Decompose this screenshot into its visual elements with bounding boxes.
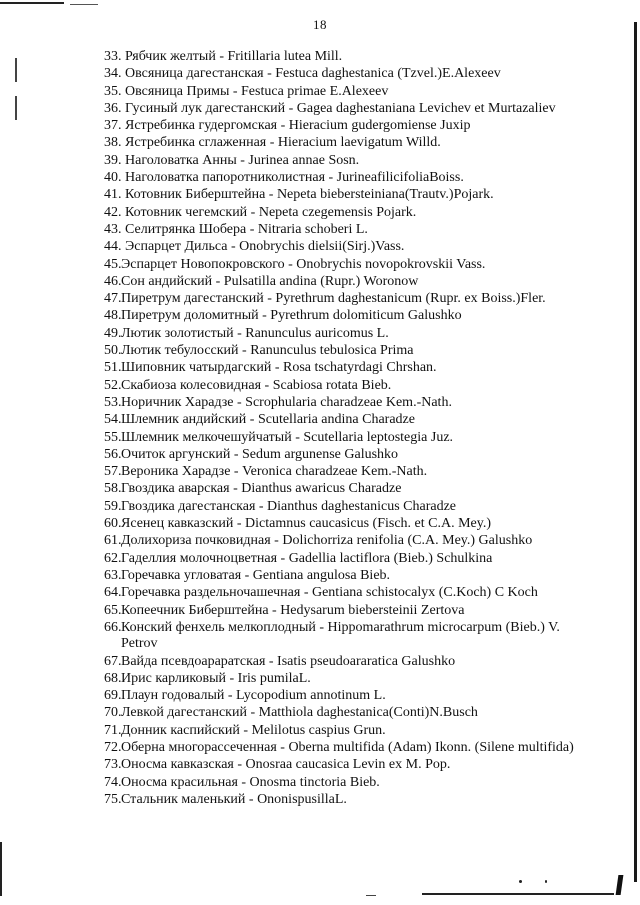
top-left-rule-dash <box>70 4 98 5</box>
item-text: Наголоватка папоротниколистная - JurineafilicifoliaBoiss. <box>125 170 464 186</box>
list-item <box>104 378 584 394</box>
item-text: Гусиный лук дагестанский - Gagea daghestaniana Levichev et Murtazaliev <box>125 100 556 116</box>
item-number: 50. <box>104 343 122 359</box>
footer-dot <box>545 880 547 883</box>
item-number: 53. <box>104 394 122 410</box>
margin-tick-mark <box>15 58 17 82</box>
item-number: 35. <box>104 83 122 99</box>
right-margin-line <box>634 22 637 882</box>
item-number: 64. <box>104 585 122 601</box>
list-item <box>104 688 584 704</box>
item-text: Ясенец кавказский - Dictamnus caucasicus (Fisch. et C.A. Mey.) <box>121 516 492 532</box>
item-text: Очиток аргунский - Sedum argunense Galushko <box>121 446 399 462</box>
item-text: Левкой дагестанский - Matthiola daghestanica(Conti)N.Busch <box>121 705 478 721</box>
list-item <box>104 568 584 584</box>
item-number: 61. <box>104 533 122 549</box>
item-number: 37. <box>104 118 122 134</box>
item-number: 54. <box>104 412 122 428</box>
item-text: Котовник чегемский - Nepeta czegemensis Pojark. <box>125 204 417 220</box>
item-text: Овсяница Примы - Festuca primae E.Alexeev <box>125 83 389 99</box>
list-item <box>104 187 584 203</box>
item-number: 36. <box>104 100 122 116</box>
list-item <box>104 533 584 549</box>
item-text: Вероника Харадзе - Veronica charadzeae Kem.-Nath. <box>121 464 428 480</box>
footer-dash <box>366 895 376 896</box>
item-text: Скабиоза колесовидная - Scabiosa rotata Bieb. <box>121 377 392 393</box>
list-item <box>104 222 584 238</box>
list-item <box>104 481 584 497</box>
item-number: 47. <box>104 291 122 307</box>
item-number: 48. <box>104 308 122 324</box>
item-number: 33. <box>104 49 122 64</box>
item-text: Оносма кавказская - Onosraa caucasica Levin ex M. Pop. <box>121 757 451 773</box>
item-text: Вайда псевдоараратская - Isatis pseudoararatica Galushko <box>121 653 456 669</box>
item-text: Ирис карликовый - Iris pumilaL. <box>121 670 311 686</box>
list-item <box>104 291 584 307</box>
list-item <box>104 170 584 186</box>
list-item <box>104 671 584 687</box>
item-text: Пиретрум дагестанский - Pyrethrum daghestanicum (Rupr. ex Boiss.)Fler. <box>121 291 546 307</box>
page-number: 18 <box>313 17 327 32</box>
item-number: 44. <box>104 239 122 255</box>
list-item <box>104 585 584 601</box>
item-text: Гаделлия молочноцветная - Gadellia lactiflora (Bieb.) Schulkina <box>121 550 493 566</box>
list-item <box>104 620 584 653</box>
list-item <box>104 274 584 290</box>
list-item <box>104 516 584 532</box>
list-item <box>104 757 584 773</box>
item-text: Лютик золотистый - Ranunculus auricomus L. <box>121 325 389 341</box>
item-number: 57. <box>104 464 122 480</box>
list-item <box>104 412 584 428</box>
item-number: 52. <box>104 377 122 393</box>
item-text: Эспарцет Дильса - Onobrychis dielsii(Sirj.)Vass. <box>125 239 405 255</box>
item-number: 58. <box>104 481 122 497</box>
item-number: 67. <box>104 653 122 669</box>
list-item <box>104 723 584 739</box>
item-number: 41. <box>104 187 122 203</box>
item-number: 42. <box>104 204 122 220</box>
list-item <box>104 205 584 221</box>
item-text: Гвоздика аварская - Dianthus awaricus Charadze <box>121 481 402 497</box>
footer-rule <box>422 893 614 895</box>
item-text: Долихориза почковидная - Dolichorriza renifolia (C.A. Mey.) Galushko <box>121 533 533 549</box>
item-text: Копеечник Биберштейна - Hedysarum biebersteinii Zertova <box>121 602 465 618</box>
item-number: 63. <box>104 567 122 583</box>
list-item <box>104 603 584 619</box>
list-item <box>104 118 584 134</box>
item-number: 75. <box>104 791 122 807</box>
list-item <box>104 257 584 273</box>
list-item <box>104 239 584 255</box>
list-item <box>104 395 584 411</box>
corner-mark <box>616 875 624 895</box>
list-item <box>104 326 584 342</box>
list-item <box>104 101 584 117</box>
item-text: Эспарцет Новопокровского - Onobrychis novopokrovskii Vass. <box>121 256 486 272</box>
list-item <box>104 360 584 376</box>
list-item <box>104 499 584 515</box>
item-number: 74. <box>104 774 122 790</box>
item-text: Шиповник чатырдагский - Rosa tschatyrdagi Chrshan. <box>121 360 437 376</box>
list-item <box>104 430 584 446</box>
item-text: Донник каспийский - Melilotus caspius Grun. <box>121 722 386 738</box>
item-text: Горечавка угловатая - Gentiana angulosa Bieb. <box>121 567 391 583</box>
item-text: Норичник Харадзе - Scrophularia charadzeae Kem.-Nath. <box>121 394 452 410</box>
list-item <box>104 447 584 463</box>
item-number: 46. <box>104 273 122 289</box>
item-number: 55. <box>104 429 122 445</box>
item-text: Оносма красильная - Onosma tinctoria Bieb. <box>121 774 380 790</box>
list-item <box>104 84 584 100</box>
list-item <box>104 551 584 567</box>
item-number: 45. <box>104 256 122 272</box>
item-number: 38. <box>104 135 122 151</box>
item-text: Стальник маленький - OnonispusillaL. <box>121 791 347 807</box>
item-text: Шлемник мелкочешуйчатый - Scutellaria leptostegia Juz. <box>121 429 454 445</box>
list-item <box>104 464 584 480</box>
list-item <box>104 153 584 169</box>
item-number: 72. <box>104 739 122 755</box>
list-item <box>104 705 584 721</box>
item-text: Оберна многорассеченная - Oberna multifida (Adam) Ikonn. (Silene multifida) <box>121 739 574 755</box>
item-text: Пиретрум доломитный - Pyrethrum dolomiticum Galushko <box>121 308 462 324</box>
item-number: 66. <box>104 619 122 635</box>
list-item <box>104 740 584 756</box>
list-item <box>104 654 584 670</box>
item-number: 51. <box>104 360 122 376</box>
list-item <box>104 308 584 324</box>
item-number: 65. <box>104 602 122 618</box>
list-item <box>104 343 584 359</box>
item-number: 43. <box>104 221 122 237</box>
list-item <box>104 49 584 65</box>
item-number: 49. <box>104 325 122 341</box>
item-number: 70. <box>104 705 122 721</box>
item-text: Конский фенхель мелкоплодный - Hippomarathrum microcarpum (Bieb.) V. Petrov <box>121 619 560 652</box>
top-left-rule <box>0 2 64 4</box>
item-text: Ястребинка сглаженная - Hieracium laevigatum Willd. <box>125 135 441 151</box>
item-text: Гвоздика дагестанская - Dianthus daghestanicus Charadze <box>121 498 456 514</box>
item-number: 62. <box>104 550 122 566</box>
item-number: 60. <box>104 516 122 532</box>
item-text: Рябчик желтый - Fritillaria lutea Mill. <box>125 49 343 64</box>
item-text: Наголоватка Анны - Jurinea annae Sosn. <box>125 152 360 168</box>
footer-dot <box>519 880 522 883</box>
item-text: Плаун годовалый - Lycopodium annotinum L. <box>121 688 386 704</box>
item-text: Котовник Биберштейна - Nepeta biebersteiniana(Trautv.)Pojark. <box>125 187 494 203</box>
item-number: 71. <box>104 722 122 738</box>
item-number: 68. <box>104 670 122 686</box>
list-item <box>104 66 584 82</box>
item-number: 69. <box>104 688 122 704</box>
margin-tick-mark <box>15 96 17 120</box>
item-number: 39. <box>104 152 122 168</box>
item-text: Сон андийский - Pulsatilla andina (Rupr.) Woronow <box>121 273 419 289</box>
list-item <box>104 775 584 791</box>
item-text: Горечавка раздельночашечная - Gentiana schistocalyx (C.Koch) C Koch <box>121 585 538 601</box>
left-margin-line <box>0 842 2 896</box>
species-list <box>104 49 584 809</box>
item-text: Шлемник андийский - Scutellaria andina Charadze <box>121 412 415 428</box>
item-text: Овсяница дагестанская - Festuca daghestanica (Tzvel.)E.Alexeev <box>125 66 501 82</box>
item-number: 40. <box>104 170 122 186</box>
item-text: Селитрянка Шобера - Nitraria schoberi L. <box>125 221 368 237</box>
item-text: Ястребинка гудергомская - Hieracium gudergomiense Juxip <box>125 118 471 134</box>
item-number: 73. <box>104 757 122 773</box>
list-item <box>104 792 584 808</box>
item-text: Лютик тебулосский - Ranunculus tebulosica Prima <box>121 343 414 359</box>
list-item <box>104 135 584 151</box>
item-number: 56. <box>104 446 122 462</box>
item-number: 59. <box>104 498 122 514</box>
item-number: 34. <box>104 66 122 82</box>
